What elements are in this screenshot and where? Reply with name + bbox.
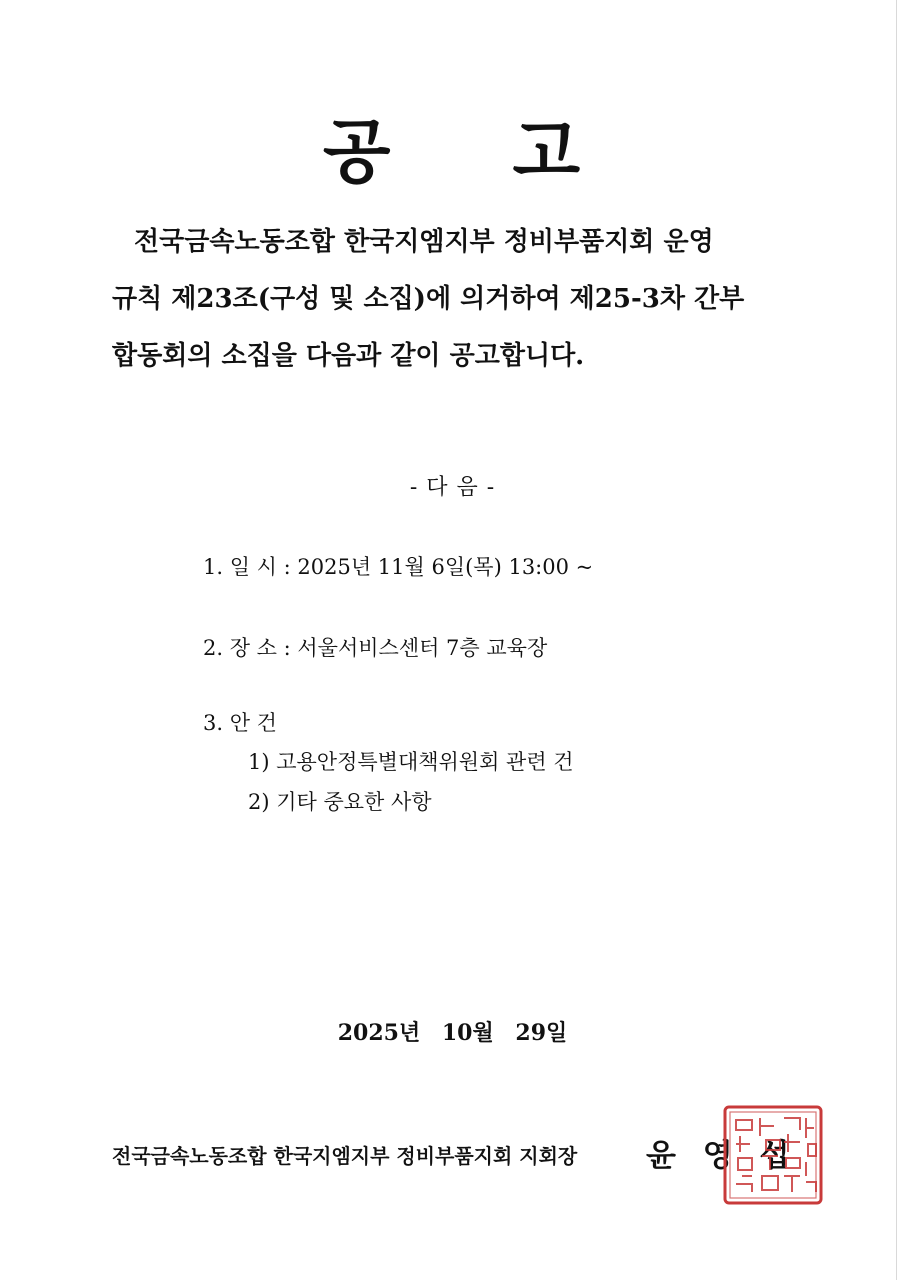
item-agenda-heading: 3. 안 건 xyxy=(203,711,277,735)
signatory-name: 윤 영 섭 xyxy=(646,1138,798,1174)
intro-line-1: 전국금속노동조합 한국지엠지부 정비부품지회 운영 xyxy=(134,227,714,257)
item-place: 2. 장 소 : 서울서비스센터 7층 교육장 xyxy=(203,636,548,660)
item-date-time: 1. 일 시 : 2025년 11월 6일(목) 13:00 ~ xyxy=(203,555,594,579)
agenda-item-1: 1) 고용안정특별대책위원회 관련 건 xyxy=(248,750,574,774)
intro-paragraph xyxy=(112,214,802,385)
issue-date: 2025년 10월 29일 xyxy=(337,1020,568,1046)
signatory-title: 전국금속노동조합 한국지엠지부 정비부품지회 지회장 xyxy=(112,1144,578,1168)
notice-title xyxy=(0,96,905,197)
official-seal-icon xyxy=(722,1104,824,1206)
intro-line-2: 규칙 제23조(구성 및 소집)에 의거하여 제25-3차 간부 xyxy=(112,284,745,314)
section-separator: - 다 음 - xyxy=(409,475,496,500)
agenda-item-2: 2) 기타 중요한 사항 xyxy=(248,790,432,814)
title-char-2: 고 xyxy=(512,110,583,193)
intro-line-3: 합동회의 소집을 다음과 같이 공고합니다. xyxy=(112,341,585,371)
title-char-1: 공 xyxy=(322,110,393,193)
